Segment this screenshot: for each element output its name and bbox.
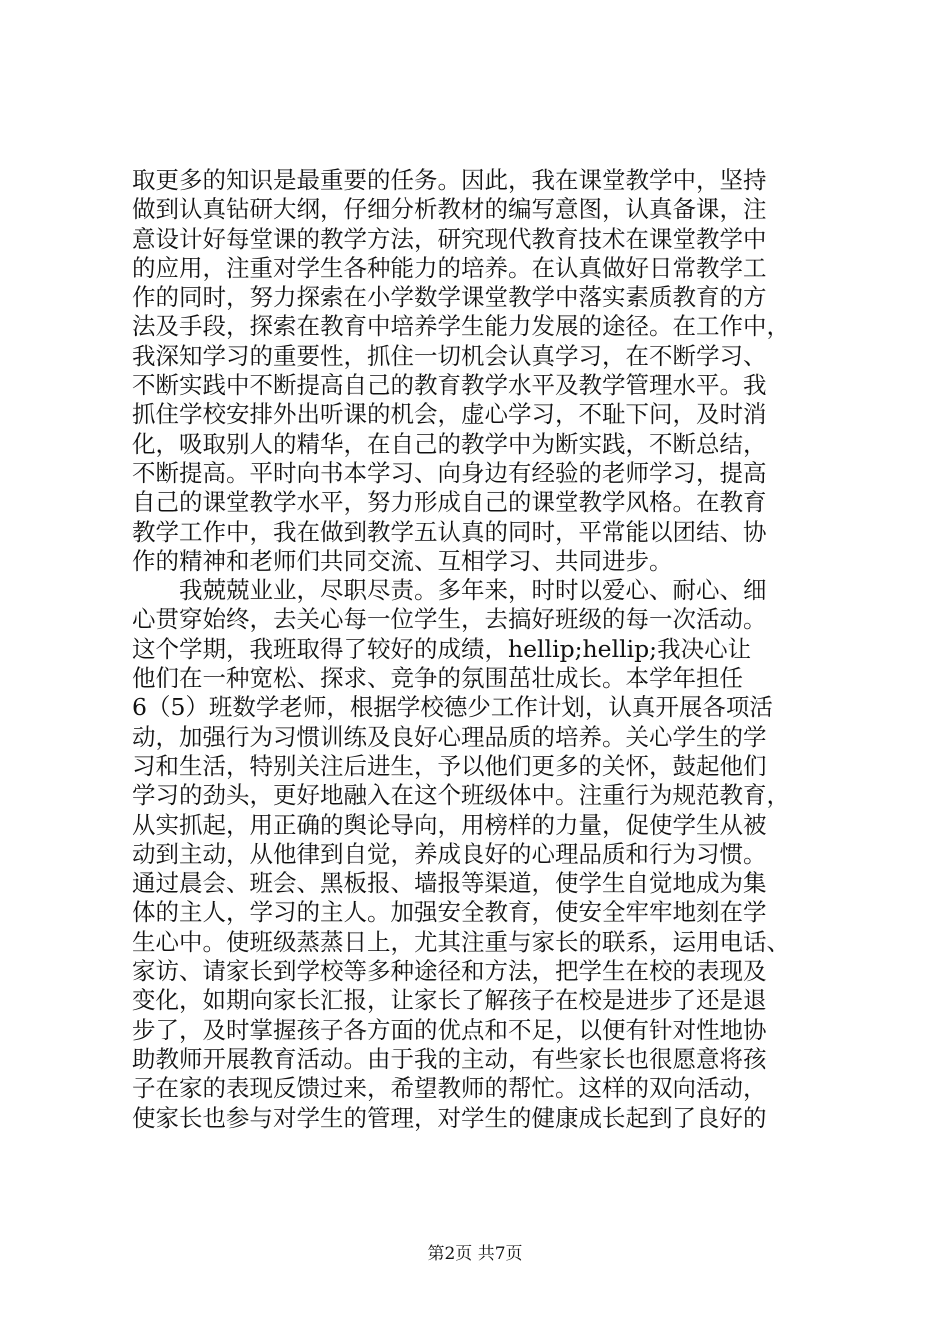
text-line: 子在家的表现反馈过来，希望教师的帮忙。这样的双向活动， <box>132 1074 767 1103</box>
text-line: 作的精神和老师们共同交流、互相学习、共同进步。 <box>132 546 673 575</box>
text-line: 动，加强行为习惯训练及良好心理品质的培养。关心学生的学 <box>132 722 767 751</box>
text-line: 自己的课堂教学水平，努力形成自己的课堂教学风格。在教育 <box>132 488 767 517</box>
text-line: 取更多的知识是最重要的任务。因此，我在课堂教学中，坚持 <box>132 166 767 194</box>
text-line: 生心中。使班级蒸蒸日上，尤其注重与家长的联系，运用电话、 <box>132 927 790 956</box>
text-line: 作的同时，努力探索在小学数学课堂教学中落实素质教育的方 <box>132 283 767 312</box>
text-line: 我深知学习的重要性，抓住一切机会认真学习，在不断学习、 <box>132 341 767 370</box>
text-line: 6（5）班数学老师，根据学校德少工作计划，认真开展各项活 <box>132 693 773 722</box>
text-line: 我兢兢业业，尽职尽责。多年来，时时以爱心、耐心、细 <box>132 576 767 605</box>
page-number-footer: 第2页 共7页 <box>427 1244 523 1264</box>
text-line: 他们在一种宽松、探求、竞争的氛围茁壮成长。本学年担任 <box>132 664 743 693</box>
body-text <box>132 166 832 1133</box>
text-line: 教学工作中，我在做到教学五认真的同时，平常能以团结、协 <box>132 517 767 546</box>
text-line: 助教师开展教育活动。由于我的主动，有些家长也很愿意将孩 <box>132 1044 767 1073</box>
text-line: 抓住学校安排外出听课的机会，虚心学习，不耻下问，及时消 <box>132 400 767 429</box>
text-line: 习和生活，特别关注后进生，予以他们更多的关怀，鼓起他们 <box>132 751 767 780</box>
text-line: 通过晨会、班会、黑板报、墙报等渠道，使学生自觉地成为集 <box>132 869 767 898</box>
text-line: 变化，如期向家长汇报，让家长了解孩子在校是进步了还是退 <box>132 986 767 1015</box>
text-line: 不断提高。平时向书本学习、向身边有经验的老师学习，提高 <box>132 458 767 487</box>
text-line: 体的主人，学习的主人。加强安全教育，使安全牢牢地刻在学 <box>132 898 767 927</box>
text-line: 动到主动，从他律到自觉，养成良好的心理品质和行为习惯。 <box>132 839 767 868</box>
text-line: 心贯穿始终，去关心每一位学生，去搞好班级的每一次活动。 <box>132 605 767 634</box>
text-line: 不断实践中不断提高自己的教育教学水平及教学管理水平。我 <box>132 371 767 400</box>
text-line: 化，吸取别人的精华，在自己的教学中为断实践，不断总结， <box>132 429 767 458</box>
text-line: 的应用，注重对学生各种能力的培养。在认真做好日常教学工 <box>132 253 767 282</box>
text-line: 家访、请家长到学校等多种途径和方法，把学生在校的表现及 <box>132 957 767 986</box>
text-line: 从实抓起，用正确的舆论导向，用榜样的力量，促使学生从被 <box>132 810 767 839</box>
text-line: 意设计好每堂课的教学方法，研究现代教育技术在课堂教学中 <box>132 224 767 253</box>
text-line: 做到认真钻研大纲，仔细分析教材的编写意图，认真备课，注 <box>132 195 767 224</box>
text-line: 法及手段，探索在教育中培养学生能力发展的途径。在工作中， <box>132 312 790 341</box>
text-line: 学习的劲头，更好地融入在这个班级体中。注重行为规范教育， <box>132 781 790 810</box>
text-line: 使家长也参与对学生的管理，对学生的健康成长起到了良好的 <box>132 1103 767 1132</box>
text-line: 步了，及时掌握孩子各方面的优点和不足，以便有针对性地协 <box>132 1015 767 1044</box>
text-line: 这个学期，我班取得了较好的成绩，hellip;hellip;我决心让 <box>132 634 752 663</box>
